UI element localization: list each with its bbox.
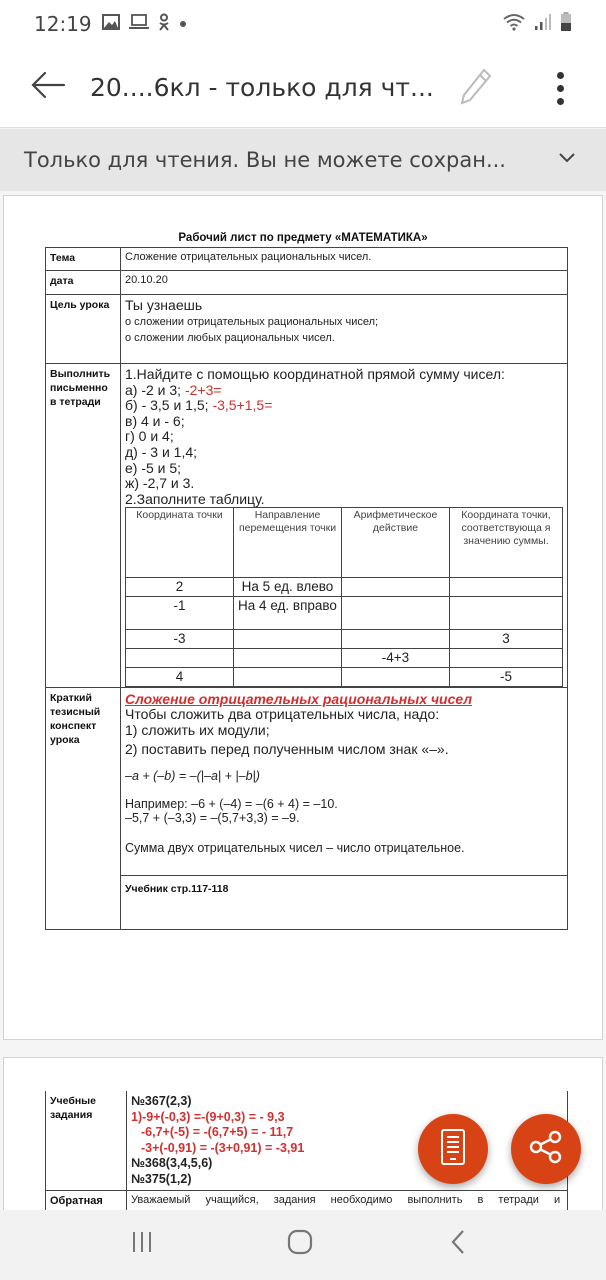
fill-table-header-cell: Направление перемещения точки [234, 508, 342, 578]
topic-label: Тема [46, 248, 121, 271]
arrow-left-icon [30, 71, 66, 104]
fill-table-cell [342, 597, 450, 630]
task-item-text: а) -2 и 3; [125, 381, 185, 398]
fill-table-cell [450, 649, 563, 668]
fill-table-cell: 4 [126, 668, 234, 687]
fill-table-cell: -3 [126, 630, 234, 649]
more-dot [557, 98, 564, 105]
recents-button[interactable] [122, 1228, 162, 1260]
fill-table-cell: -4+3 [342, 649, 450, 668]
table-row-date [46, 271, 568, 295]
written-label-line: Выполнить [50, 368, 111, 380]
fill-table-cell [234, 668, 342, 687]
document-title: 20....6кл - только для чт... [90, 73, 434, 102]
goal-label: Цель урока [46, 295, 121, 364]
summary-label-line: Краткий [50, 692, 92, 705]
fill-table-cell [450, 578, 563, 597]
status-time: 12:19 [34, 12, 92, 36]
exercise-solution: -6,7+(-5) = -(6,7+5) = - 11,7 [141, 1125, 294, 1139]
system-nav-bar [0, 1210, 606, 1280]
table-row-exercises [46, 1091, 568, 1191]
table-row-written [46, 364, 568, 688]
summary-step: 1) сложить их модули; [125, 721, 270, 738]
status-icons [502, 12, 572, 37]
fill-table-header-cell: Координата точки, соответствующа я значению суммы. [450, 508, 563, 578]
laptop-icon [129, 14, 149, 35]
exercises-value [127, 1091, 568, 1191]
task-1: 1.Найдите с помощью координатной прямой сумму чисел: [125, 366, 505, 382]
status-bar [0, 0, 606, 48]
fill-table-cell [234, 630, 342, 649]
exercise-number: №375(1,2) [131, 1171, 192, 1186]
fill-table-header-cell: Арифметическое действие [342, 508, 450, 578]
written-label-line: в тетради [50, 396, 101, 408]
home-button[interactable] [280, 1228, 320, 1260]
task-item: е) -5 и 5; [125, 459, 182, 476]
summary-value [121, 688, 568, 876]
exercise-solution: 1)-9+(-0,3) =-(9+0,3) = - 9,3 [131, 1109, 285, 1124]
textbook-ref: Учебник стр.117-118 [121, 876, 568, 930]
topic-value: Сложение отрицательных рациональных чисел. [121, 248, 568, 271]
document-viewer[interactable] [0, 191, 606, 1210]
task-item: г) 0 и 4; [125, 428, 174, 445]
battery-icon [560, 12, 572, 37]
fill-table-cell: На 4 ед. вправо [234, 597, 342, 630]
app-bar [0, 48, 606, 128]
share-icon [528, 1130, 564, 1169]
summary-rule: Чтобы сложить два отрицательных числа, надо: [125, 706, 440, 723]
written-label [46, 364, 121, 688]
exercises-label-line: Учебные [50, 1095, 96, 1107]
document-page-1 [3, 195, 603, 1040]
fill-table [125, 507, 563, 687]
table-row-topic [46, 248, 568, 271]
table-row-textbook [46, 876, 568, 930]
summary-formula: –a + (–b) = –(|–a| + |–b|) [125, 769, 260, 784]
exercises-label [46, 1091, 127, 1191]
fill-table-header-cell: Координата точки [126, 508, 234, 578]
fill-table-cell: 3 [450, 630, 563, 649]
table-row-goal [46, 295, 568, 364]
table-row [126, 630, 563, 649]
task-item-text: б) - 3,5 и 1,5; [125, 397, 213, 414]
back-icon [450, 1229, 466, 1260]
summary-step: 2) поставить перед полученным числом знак «–». [125, 740, 449, 757]
fill-table-cell: 2 [126, 578, 234, 597]
fill-table-cell [342, 578, 450, 597]
edit-button[interactable] [458, 66, 498, 110]
worksheet-title: Рабочий лист по предмету «МАТЕМАТИКА» [178, 232, 428, 244]
pencil-icon [458, 93, 494, 110]
worksheet-table [45, 247, 568, 930]
fill-table-header [126, 508, 563, 578]
readonly-banner-text: Только для чтения. Вы не можете сохран... [24, 148, 506, 172]
goal-line: о сложении отрицательных рациональных чисел; [125, 315, 379, 328]
reading-mode-button[interactable] [418, 1114, 488, 1184]
table-row-feedback [46, 1191, 568, 1211]
date-value: 20.10.20 [121, 271, 568, 295]
summary-example: –5,7 + (–3,3) = –(5,7+3,3) = –9. [125, 811, 300, 826]
exercise-number: №368(3,4,5,6) [131, 1156, 213, 1170]
summary-conclusion: Сумма двух отрицательных чисел – число отрицательное. [125, 841, 465, 856]
fill-table-cell [342, 668, 450, 687]
more-dot [557, 72, 564, 79]
share-button[interactable] [511, 1114, 581, 1184]
worksheet-table-continued [45, 1091, 568, 1210]
fill-table-cell [234, 649, 342, 668]
task-item [125, 383, 563, 399]
exercise-solution: -3+(-0,91) = -(3+0,91) = -3,91 [141, 1140, 305, 1155]
home-icon [287, 1229, 313, 1260]
readonly-banner[interactable] [0, 129, 606, 191]
date-label: дата [46, 271, 121, 295]
recents-icon [131, 1230, 153, 1259]
back-button[interactable] [16, 58, 80, 118]
gallery-icon [102, 14, 120, 35]
task-2: 2.Заполните таблицу. [125, 490, 265, 507]
feedback-value: Уважаемый учащийся, задания необходимо выполнить в тетради и [127, 1191, 568, 1211]
signal-icon [534, 13, 552, 36]
exercise-number: №367(2,3) [131, 1094, 192, 1108]
task-item: ж) -2,7 и 3. [125, 475, 195, 492]
written-label-line: письменно [50, 382, 108, 394]
odnoklassniki-icon [158, 13, 170, 36]
feedback-label: Обратная [46, 1191, 127, 1211]
task-item-answer: -3,5+1,5= [212, 397, 273, 414]
nav-back-button[interactable] [438, 1228, 478, 1260]
fill-table-cell [342, 630, 450, 649]
fill-table-cell: -1 [126, 597, 234, 630]
summary-example: Например: –6 + (–4) = –(6 + 4) = –10. [125, 797, 338, 812]
table-row [126, 597, 563, 630]
summary-label-line: урока [50, 734, 80, 747]
wifi-icon [502, 13, 526, 36]
written-value [121, 364, 568, 688]
summary-label-line: конспект [50, 720, 97, 733]
more-dot [557, 85, 564, 92]
task-item-answer: -2+3= [184, 381, 222, 398]
chevron-down-icon[interactable] [558, 151, 576, 169]
document-page-2 [3, 1057, 603, 1210]
goal-value [121, 295, 568, 364]
goal-line: о сложении любых рациональных чисел. [125, 331, 335, 344]
task-item [125, 398, 563, 414]
table-row-summary [46, 688, 568, 876]
table-row [126, 578, 563, 597]
more-options-button[interactable] [545, 64, 575, 112]
table-row [126, 649, 563, 668]
summary-label [46, 688, 121, 930]
fill-table-cell: -5 [450, 668, 563, 687]
fill-table-cell [126, 649, 234, 668]
fill-table-cell [450, 597, 563, 630]
fill-table-cell: На 5 ед. влево [234, 578, 342, 597]
summary-heading: Сложение отрицательных рациональных чисел [125, 691, 473, 708]
reading-mode-icon [440, 1128, 466, 1171]
dot-icon [179, 15, 187, 33]
task-item: д) - 3 и 1,4; [125, 443, 198, 460]
exercises-label-line: задания [50, 1109, 93, 1121]
summary-label-line: тезисный [50, 706, 101, 719]
table-row [126, 668, 563, 687]
goal-intro: Ты узнаешь [125, 297, 203, 313]
task-item: в) 4 и - 6; [125, 412, 185, 429]
